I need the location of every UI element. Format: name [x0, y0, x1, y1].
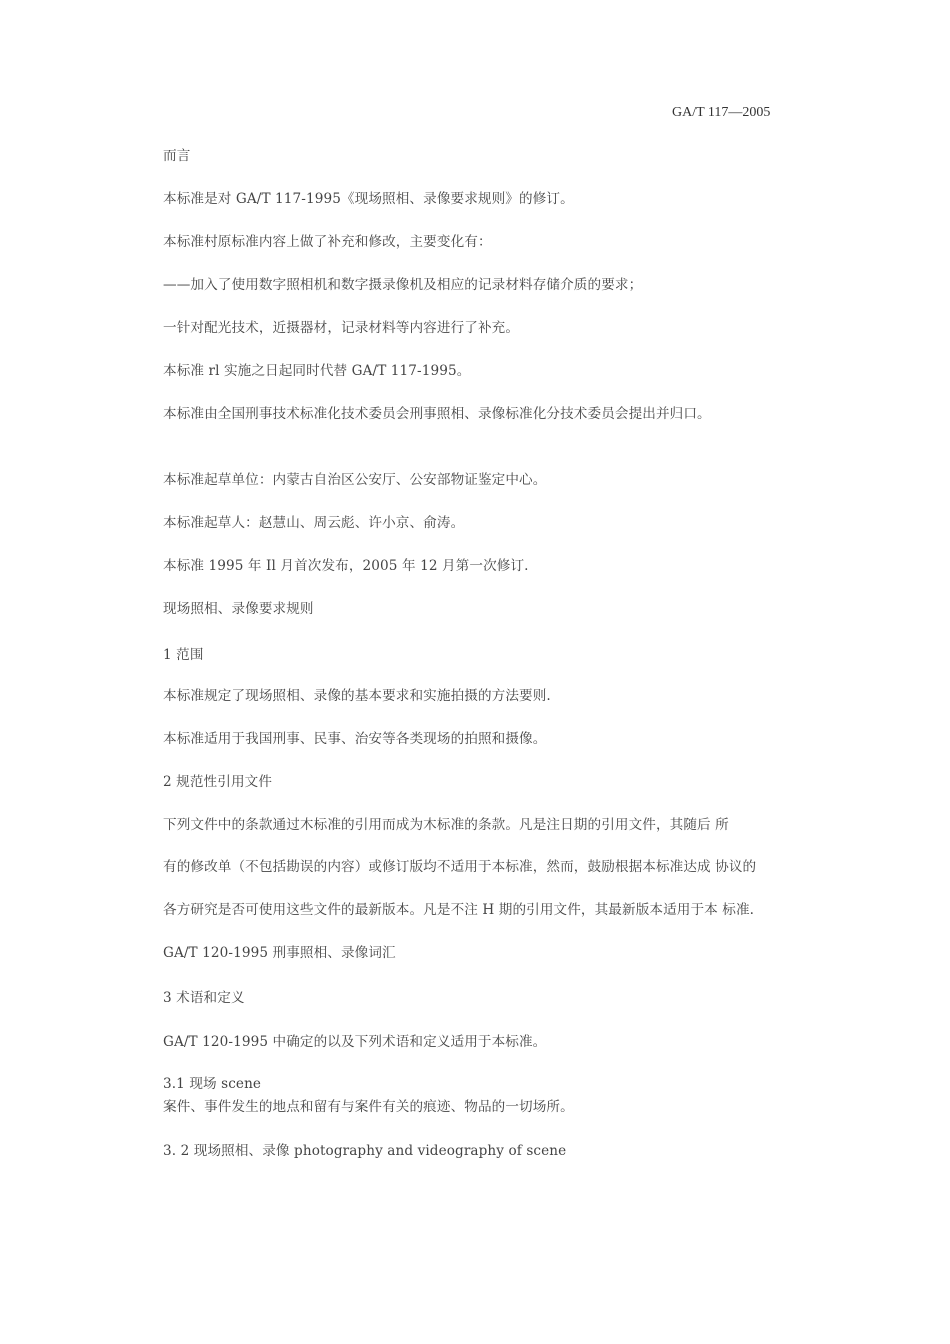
paragraph-publication-history: 本标准 1995 年 Il 月首次发布，2005 年 12 月第一次修订.: [163, 558, 529, 574]
paragraph-references-line-3: 各方研究是否可使用这些文件的最新版本。凡是不注 H 期的引用文件，其最新版本适用于本 标准.: [163, 902, 755, 918]
list-item-lighting-techniques: 一针对配光技术，近摄器材，记录材料等内容进行了补充。: [163, 320, 520, 336]
section-heading-scope: 1 范围: [163, 647, 204, 663]
paragraph-revision-statement: 本标准是对 GA/T 117-1995《现场照相、录像要求规则》的修订。: [163, 191, 574, 207]
paragraph-replacement: 本标准 rl 实施之日起同时代替 GA/T 117-1995。: [163, 363, 471, 379]
paragraph-scope-1: 本标准规定了现场照相、录像的基本要求和实施拍摄的方法要则.: [163, 688, 551, 704]
term-heading-photography: 3. 2 现场照相、录像 photography and videography of scene: [163, 1143, 567, 1159]
list-item-digital-cameras: ——加入了使用数字照相机和数字摄录像机及相应的记录材料存储介质的要求；: [163, 277, 643, 293]
reference-entry: GA/T 120-1995 刑事照相、录像词汇: [163, 945, 396, 961]
term-definition-scene: 案件、事件发生的地点和留有与案件有关的痕迹、物品的一切场所。: [163, 1099, 574, 1115]
term-heading-scene: 3.1 现场 scene: [163, 1076, 262, 1092]
paragraph-drafters: 本标准起草人：赵慧山、周云彪、许小京、俞涛。: [163, 515, 465, 531]
paragraph-terms-intro: GA/T 120-1995 中确定的以及下列术语和定义适用于本标准。: [163, 1034, 547, 1050]
foreword-heading: 而言: [163, 148, 191, 164]
paragraph-proposer: 本标准由全国刑事技术标准化技术委员会刑事照相、录像标准化分技术委员会提出并归口。: [163, 406, 711, 422]
paragraph-references-line-1: 下列文件中的条款通过木标准的引用而成为木标准的条款。凡是注日期的引用文件，其随后 所: [163, 817, 729, 833]
section-heading-normative-references: 2 规范性引用文件: [163, 774, 273, 790]
paragraph-main-changes: 本标准村原标准内容上做了补充和修改，主要变化有：: [163, 234, 492, 250]
document-code-header: GA/T 117—2005: [672, 105, 771, 120]
section-heading-terms: 3 术语和定义: [163, 990, 245, 1006]
paragraph-drafting-units: 本标准起草单位：内蒙古自治区公安厅、公安部物证鉴定中心。: [163, 472, 547, 488]
paragraph-scope-2: 本标准适用于我国刑事、民事、治安等各类现场的拍照和摄像。: [163, 731, 547, 747]
document-title: 现场照相、录像要求规则: [163, 601, 314, 617]
paragraph-references-line-2: 有的修改单（不包括勘误的内容）或修订版均不适用于本标准，然而，鼓励根据本标准达成 协议的: [163, 859, 757, 875]
